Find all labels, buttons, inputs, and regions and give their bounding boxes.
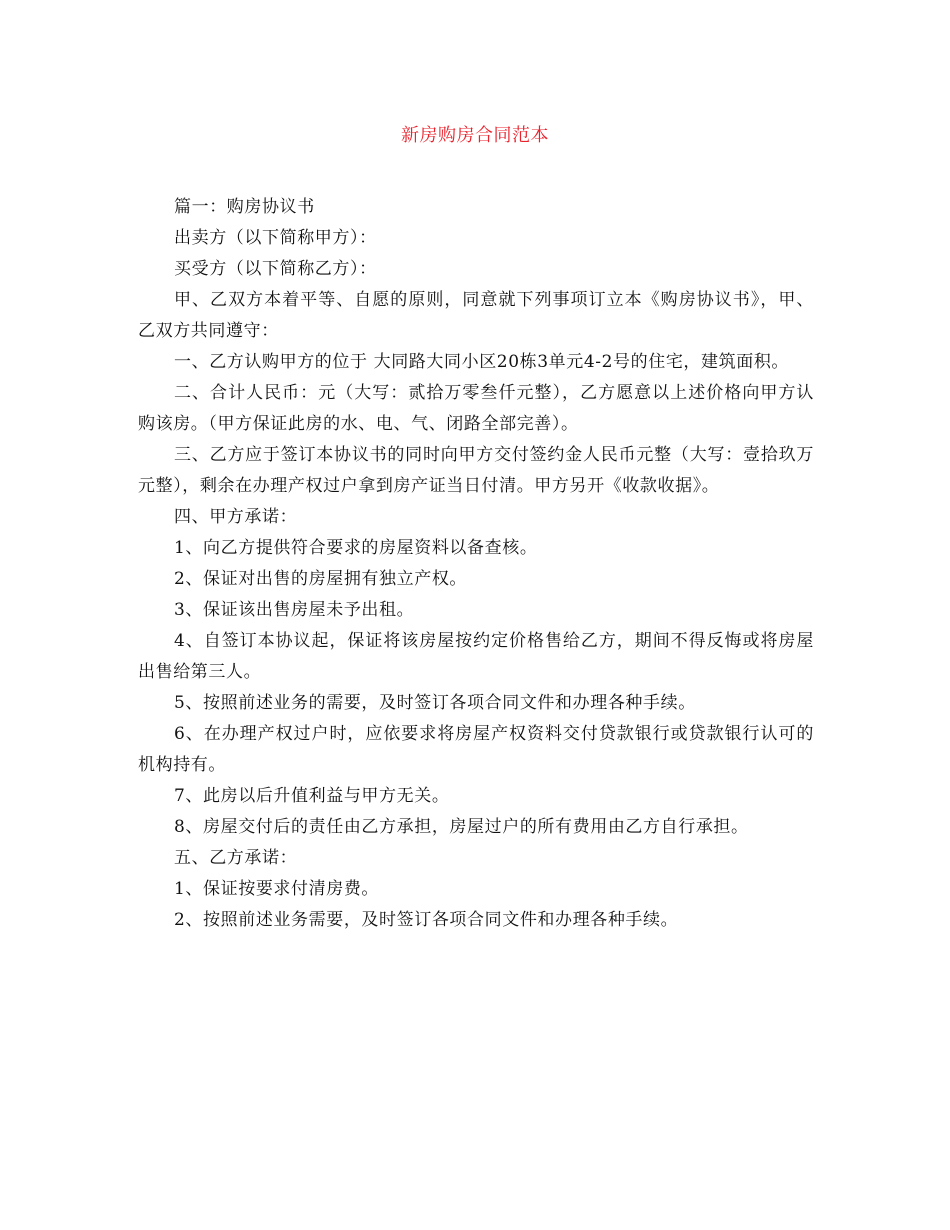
clause-two: 二、合计人民币：元（大写：贰拾万零叁仟元整），乙方愿意以上述价格向甲方认购该房。（甲方保证此房的水、电、气、闭路全部完善）。: [138, 383, 814, 434]
document-body: [138, 192, 814, 936]
preamble-paragraph: 甲、乙双方本着平等、自愿的原则，同意就下列事项订立本《购房协议书》，甲、乙双方共同遵守：: [138, 290, 814, 341]
seller-promise-2: 2、保证对出售的房屋拥有独立产权。: [174, 569, 468, 589]
buyer-line: 买受方（以下简称乙方）：: [174, 259, 377, 279]
clause-four-heading: 四、甲方承诺：: [174, 507, 298, 527]
seller-promise-7: 7、此房以后升值利益与甲方无关。: [174, 786, 450, 806]
document-title: 新房购房合同范本: [401, 125, 549, 146]
buyer-promise-1: 1、保证按要求付清房费。: [174, 879, 380, 899]
buyer-promise-2: 2、按照前述业务需要，及时签订各项合同文件和办理各种手续。: [174, 910, 679, 930]
seller-promise-1: 1、向乙方提供符合要求的房屋资料以备查核。: [174, 538, 538, 558]
seller-promise-8: 8、房屋交付后的责任由乙方承担，房屋过户的所有费用由乙方自行承担。: [174, 817, 749, 837]
seller-line: 出卖方（以下简称甲方）：: [174, 228, 377, 248]
clause-one: 一、乙方认购甲方的位于 大同路大同小区20栋3单元4-2号的住宅，建筑面积。: [174, 352, 790, 372]
seller-promise-6: 6、在办理产权过户时，应依要求将房屋产权资料交付贷款银行或贷款银行认可的机构持有。: [138, 724, 814, 775]
seller-promise-3: 3、保证该出售房屋未予出租。: [174, 600, 415, 620]
section-heading-part-one: 篇一：购房协议书: [174, 197, 315, 217]
clause-five-heading: 五、乙方承诺：: [174, 848, 298, 868]
clause-three: 三、乙方应于签订本协议书的同时向甲方交付签约金人民币元整（大写：壹拾玖万元整），剩余在办理产权过户拿到房产证当日付清。甲方另开《收款收据》。: [138, 445, 814, 496]
seller-promise-4: 4、自签订本协议起，保证将该房屋按约定价格售给乙方，期间不得反悔或将房屋出售给第三人。: [138, 631, 814, 682]
seller-promise-5: 5、按照前述业务的需要，及时签订各项合同文件和办理各种手续。: [174, 693, 696, 713]
